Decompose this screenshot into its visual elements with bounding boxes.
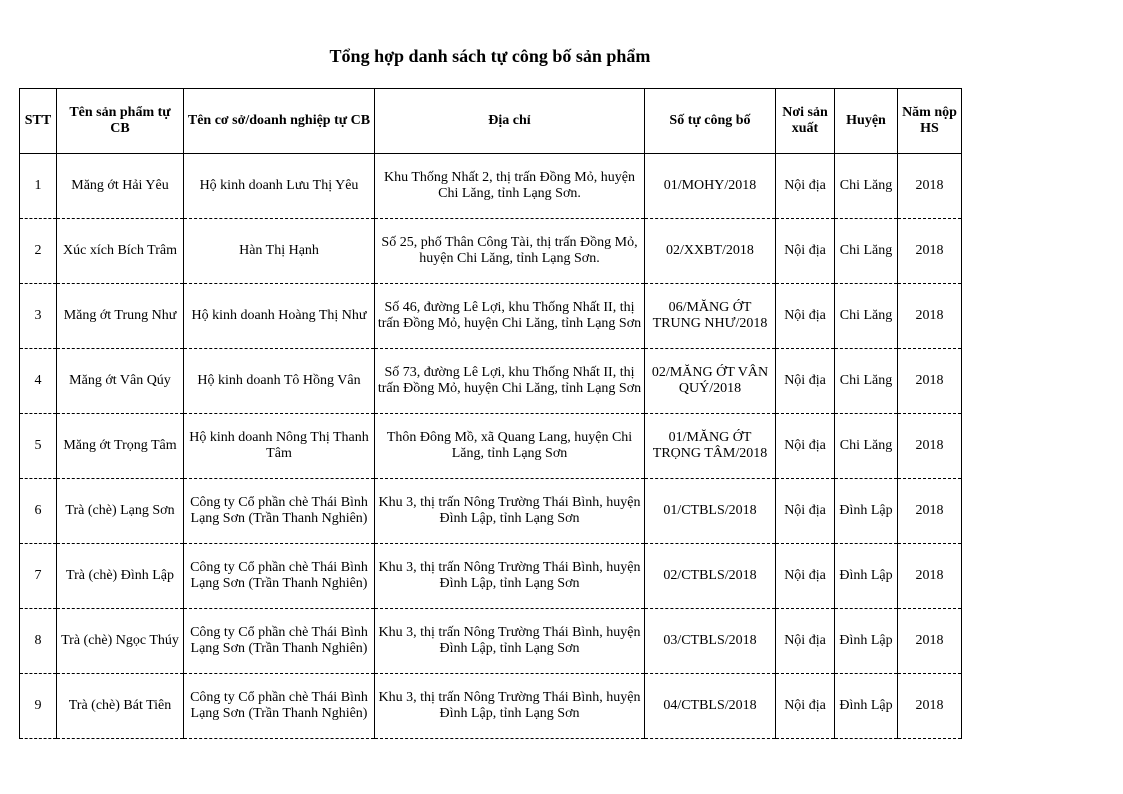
header-declaration-number: Số tự công bố (645, 89, 776, 154)
table-header-row (20, 89, 962, 154)
cell-address: Thôn Đông Mồ, xã Quang Lang, huyện Chi Lăng, tỉnh Lạng Sơn (375, 414, 645, 479)
cell-production-place: Nội địa (776, 284, 835, 349)
cell-submission-year: 2018 (898, 219, 962, 284)
header-stt: STT (20, 89, 57, 154)
table-row (20, 544, 962, 609)
cell-submission-year: 2018 (898, 674, 962, 739)
cell-business-name: Công ty Cổ phần chè Thái Bình Lạng Sơn (Trần Thanh Nghiên) (184, 479, 375, 544)
cell-stt: 6 (20, 479, 57, 544)
table-row (20, 219, 962, 284)
cell-address: Số 73, đường Lê Lợi, khu Thống Nhất II, thị trấn Đồng Mỏ, huyện Chi Lăng, tỉnh Lạng Sơn (375, 349, 645, 414)
cell-declaration-number: 01/MOHY/2018 (645, 154, 776, 219)
cell-product-name: Trà (chè) Ngọc Thúy (57, 609, 184, 674)
cell-district: Chi Lăng (835, 349, 898, 414)
cell-product-name: Măng ớt Trung Như (57, 284, 184, 349)
cell-address: Số 46, đường Lê Lợi, khu Thống Nhất II, thị trấn Đồng Mỏ, huyện Chi Lăng, tỉnh Lạng Sơn (375, 284, 645, 349)
cell-district: Chi Lăng (835, 284, 898, 349)
header-product-name: Tên sản phẩm tự CB (57, 89, 184, 154)
cell-product-name: Măng ớt Trọng Tâm (57, 414, 184, 479)
header-business-name: Tên cơ sở/doanh nghiệp tự CB (184, 89, 375, 154)
cell-address: Khu 3, thị trấn Nông Trường Thái Bình, huyện Đình Lập, tỉnh Lạng Sơn (375, 544, 645, 609)
cell-product-name: Măng ớt Hải Yêu (57, 154, 184, 219)
cell-address: Khu 3, thị trấn Nông Trường Thái Bình, huyện Đình Lập, tỉnh Lạng Sơn (375, 674, 645, 739)
header-production-place: Nơi sản xuất (776, 89, 835, 154)
cell-declaration-number: 03/CTBLS/2018 (645, 609, 776, 674)
cell-address: Số 25, phố Thân Công Tài, thị trấn Đồng Mỏ, huyện Chi Lăng, tỉnh Lạng Sơn. (375, 219, 645, 284)
cell-submission-year: 2018 (898, 284, 962, 349)
table-row (20, 674, 962, 739)
cell-production-place: Nội địa (776, 674, 835, 739)
cell-declaration-number: 02/XXBT/2018 (645, 219, 776, 284)
cell-product-name: Trà (chè) Bát Tiên (57, 674, 184, 739)
cell-address: Khu 3, thị trấn Nông Trường Thái Bình, huyện Đình Lập, tỉnh Lạng Sơn (375, 479, 645, 544)
cell-business-name: Hộ kinh doanh Hoàng Thị Như (184, 284, 375, 349)
cell-submission-year: 2018 (898, 349, 962, 414)
cell-declaration-number: 04/CTBLS/2018 (645, 674, 776, 739)
page-title: Tổng hợp danh sách tự công bố sản phẩm (329, 46, 651, 66)
cell-district: Đình Lập (835, 674, 898, 739)
table-row (20, 479, 962, 544)
cell-product-name: Xúc xích Bích Trâm (57, 219, 184, 284)
cell-declaration-number: 06/MĂNG ỚT TRUNG NHƯ/2018 (645, 284, 776, 349)
cell-district: Chi Lăng (835, 414, 898, 479)
cell-district: Chi Lăng (835, 219, 898, 284)
table-row (20, 284, 962, 349)
table-row (20, 154, 962, 219)
cell-business-name: Công ty Cổ phần chè Thái Bình Lạng Sơn (Trần Thanh Nghiên) (184, 609, 375, 674)
cell-business-name: Công ty Cổ phần chè Thái Bình Lạng Sơn (Trần Thanh Nghiên) (184, 674, 375, 739)
cell-declaration-number: 01/CTBLS/2018 (645, 479, 776, 544)
header-submission-year: Năm nộp HS (898, 89, 962, 154)
header-address: Địa chỉ (375, 89, 645, 154)
cell-business-name: Hộ kinh doanh Nông Thị Thanh Tâm (184, 414, 375, 479)
cell-production-place: Nội địa (776, 349, 835, 414)
cell-product-name: Măng ớt Vân Qúy (57, 349, 184, 414)
cell-stt: 7 (20, 544, 57, 609)
cell-stt: 3 (20, 284, 57, 349)
cell-production-place: Nội địa (776, 479, 835, 544)
cell-product-name: Trà (chè) Đình Lập (57, 544, 184, 609)
cell-submission-year: 2018 (898, 544, 962, 609)
cell-product-name: Trà (chè) Lạng Sơn (57, 479, 184, 544)
cell-district: Đình Lập (835, 544, 898, 609)
cell-declaration-number: 02/MĂNG ỚT VÂN QUÝ/2018 (645, 349, 776, 414)
cell-declaration-number: 02/CTBLS/2018 (645, 544, 776, 609)
cell-stt: 1 (20, 154, 57, 219)
cell-submission-year: 2018 (898, 414, 962, 479)
cell-production-place: Nội địa (776, 544, 835, 609)
cell-stt: 8 (20, 609, 57, 674)
product-declaration-table (19, 88, 962, 739)
cell-district: Đình Lập (835, 609, 898, 674)
cell-business-name: Hàn Thị Hạnh (184, 219, 375, 284)
cell-address: Khu 3, thị trấn Nông Trường Thái Bình, huyện Đình Lập, tỉnh Lạng Sơn (375, 609, 645, 674)
cell-stt: 5 (20, 414, 57, 479)
cell-business-name: Công ty Cổ phần chè Thái Bình Lạng Sơn (Trần Thanh Nghiên) (184, 544, 375, 609)
cell-submission-year: 2018 (898, 154, 962, 219)
table-row (20, 349, 962, 414)
cell-production-place: Nội địa (776, 609, 835, 674)
header-district: Huyện (835, 89, 898, 154)
cell-production-place: Nội địa (776, 154, 835, 219)
cell-business-name: Hộ kinh doanh Lưu Thị Yêu (184, 154, 375, 219)
cell-stt: 9 (20, 674, 57, 739)
cell-district: Đình Lập (835, 479, 898, 544)
table-body (20, 154, 962, 739)
table-row (20, 609, 962, 674)
cell-submission-year: 2018 (898, 479, 962, 544)
cell-production-place: Nội địa (776, 219, 835, 284)
cell-production-place: Nội địa (776, 414, 835, 479)
cell-declaration-number: 01/MĂNG ỚT TRỌNG TÂM/2018 (645, 414, 776, 479)
cell-district: Chi Lăng (835, 154, 898, 219)
cell-stt: 4 (20, 349, 57, 414)
cell-submission-year: 2018 (898, 609, 962, 674)
cell-business-name: Hộ kinh doanh Tô Hồng Vân (184, 349, 375, 414)
cell-stt: 2 (20, 219, 57, 284)
cell-address: Khu Thống Nhất 2, thị trấn Đồng Mỏ, huyện Chi Lăng, tỉnh Lạng Sơn. (375, 154, 645, 219)
table-row (20, 414, 962, 479)
